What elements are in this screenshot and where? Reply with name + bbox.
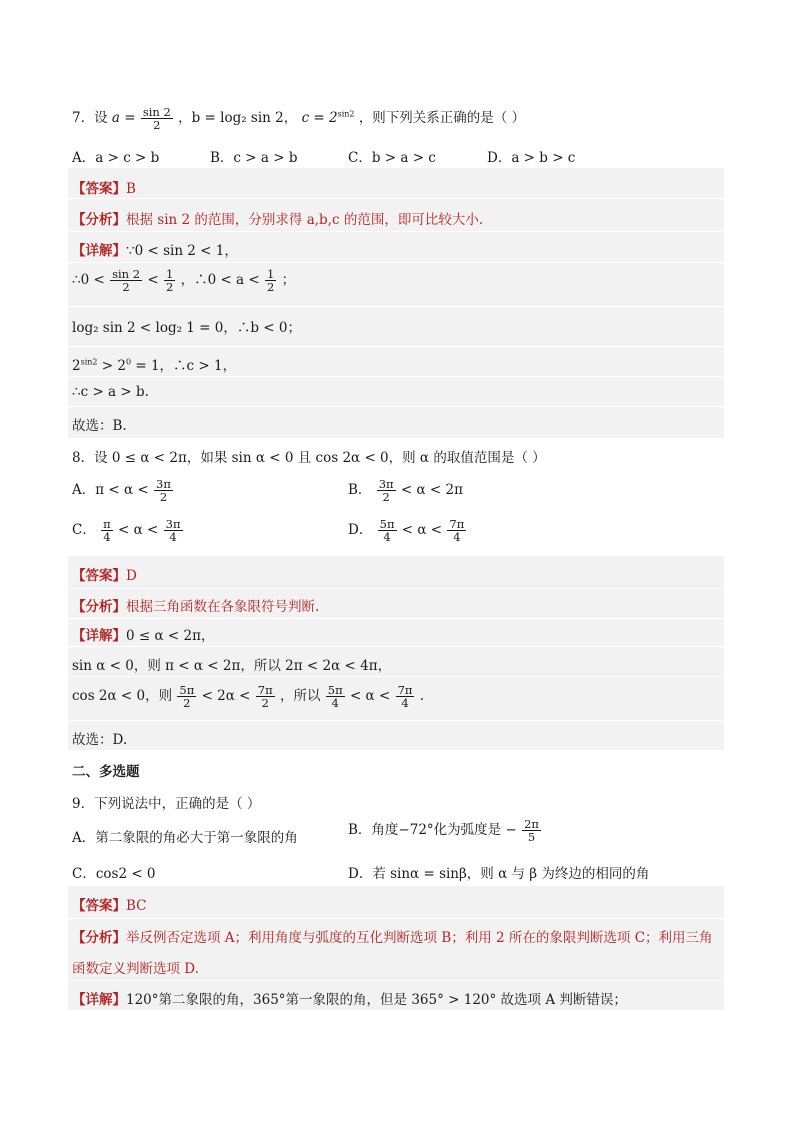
- den: 2: [165, 280, 174, 295]
- q9-b-pre: B．角度−72°化为弧度是 −: [348, 822, 517, 839]
- q8-detail-1: [72, 624, 214, 644]
- q7-stem-prefix: 7．设: [72, 110, 108, 127]
- den: 4: [401, 696, 409, 711]
- analysis-label: 【分析】: [72, 212, 126, 228]
- num: 5π: [379, 517, 395, 531]
- q9-option-a: A．第二象限的角必大于第一象限的角: [72, 830, 298, 846]
- q7-d2-frac3: [265, 268, 276, 293]
- answer-label: 【答案】: [72, 181, 126, 197]
- num: 3π: [165, 517, 181, 531]
- divider: [68, 980, 724, 981]
- section-heading: 二、多选题: [72, 764, 140, 780]
- q8-option-d: [348, 518, 467, 543]
- divider: [68, 676, 724, 677]
- q8-analysis-text: 根据三角函数在各象限符号判断.: [126, 599, 320, 615]
- q8-a-frac: [154, 478, 173, 503]
- den: 4: [383, 530, 391, 545]
- den: 2: [183, 696, 191, 711]
- q8-b-post: < α < 2π: [400, 482, 463, 499]
- q7-answer: [72, 177, 136, 197]
- q7-analysis-text: 根据 sin 2 的范围，分别求得 a,b,c 的范围，即可比较大小.: [126, 212, 484, 228]
- den: 4: [169, 530, 177, 545]
- q7-detail-2: [72, 268, 295, 293]
- q8-c-pre: C．: [72, 522, 96, 539]
- den: 2: [261, 696, 269, 711]
- divider: [68, 346, 724, 347]
- den: 4: [331, 696, 339, 711]
- q9-b-frac: [522, 818, 541, 843]
- divider: [68, 406, 724, 407]
- q8-c-frac1: [101, 518, 113, 543]
- divider: [68, 720, 724, 721]
- q8-b-pre: B．: [348, 482, 372, 499]
- q7-d4-exp2: 0: [125, 357, 132, 367]
- q7-d2-mid2: ，∴0 < a <: [180, 272, 260, 289]
- q7-option-a: A．a > c > b: [72, 150, 160, 166]
- divider: [68, 262, 724, 263]
- q7-a-def: a =: [111, 110, 136, 127]
- answer-label: 【答案】: [72, 568, 126, 584]
- q8-d-frac1: [378, 518, 397, 543]
- detail-label: 【详解】: [72, 243, 126, 259]
- num: 3π: [156, 477, 171, 491]
- q7-option-d: D．a > b > c: [487, 150, 576, 166]
- q9-option-d: D．若 sinα = sinβ，则 α 与 β 为终边的相同的角: [348, 866, 650, 882]
- q7-c-exp: sin2: [337, 109, 355, 119]
- q8-c-frac2: [164, 518, 183, 543]
- q8-c-mid: < α <: [118, 522, 159, 539]
- den: 2: [267, 280, 275, 295]
- q8-d3-frac1: [177, 684, 196, 709]
- divider: [68, 231, 724, 232]
- q7-a-num: sin 2: [142, 105, 171, 119]
- q7-option-b: B．c > a > b: [210, 150, 298, 166]
- q8-stem: 8．设 0 ≤ α < 2π，如果 sin α < 0 且 cos 2α < 0，则 α 的取值范围是（ ）: [72, 450, 546, 466]
- num: sin 2: [112, 267, 141, 281]
- q9-analysis-1: [72, 926, 713, 946]
- q7-detail-5: ∴c > a > b.: [72, 384, 149, 400]
- q8-d3-frac4: [396, 684, 415, 709]
- q9-stem: 9．下列说法中，正确的是（ ）: [72, 796, 261, 812]
- q8-a-pre: A．π < α <: [72, 482, 149, 499]
- q8-option-c: [72, 518, 184, 543]
- q8-d3-mid2: ，所以: [279, 688, 321, 705]
- q7-d4-exp: sin2: [80, 357, 98, 367]
- q8-option-b: [348, 478, 463, 503]
- q7-detail-3: log₂ sin 2 < log₂ 1 = 0，∴b < 0；: [72, 320, 301, 336]
- divider: [68, 618, 724, 619]
- den: 4: [453, 530, 461, 545]
- analysis-label: 【分析】: [72, 930, 126, 946]
- num: 1: [165, 267, 174, 281]
- num: 7π: [449, 517, 465, 531]
- q8-answer-value: D: [126, 568, 137, 584]
- den: 5: [527, 830, 536, 845]
- q7-d2-end: ；: [281, 272, 296, 289]
- q7-answer-value: B: [126, 181, 136, 197]
- q7-d2-mid: <: [147, 272, 159, 289]
- q7-b-def: ，b = log₂ sin 2，: [178, 110, 298, 127]
- num: 5π: [179, 683, 195, 697]
- q8-detail-2: sin α < 0，则 π < α < 2π，所以 2π < 2α < 4π，: [72, 658, 392, 674]
- num: 7π: [257, 683, 273, 697]
- q8-d3-mid1: < 2α <: [201, 688, 251, 705]
- answer-label: 【答案】: [72, 898, 126, 914]
- q9-detail-1: [72, 988, 627, 1008]
- num: 1: [267, 267, 275, 281]
- den: 4: [103, 530, 111, 545]
- q8-d3-mid3: < α <: [349, 688, 391, 705]
- divider: [68, 918, 724, 919]
- q8-d-frac2: [447, 518, 466, 543]
- q7-detail-1-text: ∵0 < sin 2 < 1，: [126, 243, 238, 259]
- q7-detail-4: [72, 354, 236, 374]
- q7-a-den: 2: [153, 118, 161, 133]
- q7-d2-pre: ∴0 <: [72, 272, 105, 289]
- divider: [68, 588, 724, 589]
- den: 2: [159, 490, 168, 505]
- q7-d4-end: = 1，∴c > 1，: [131, 358, 237, 374]
- q9-answer: [72, 894, 147, 914]
- q7-choose: 故选：B.: [72, 418, 127, 434]
- q8-option-a: [72, 478, 174, 503]
- divider: [68, 198, 724, 199]
- q9-analysis-2: 函数定义判断选项 D.: [72, 961, 199, 977]
- q8-choose: 故选：D.: [72, 732, 128, 748]
- analysis-label: 【分析】: [72, 599, 126, 615]
- q9-answer-value: BC: [126, 898, 147, 914]
- q9-analysis-text-1: 举反例否定选项 A；利用角度与弧度的互化判断选项 B；利用 2 所在的象限判断选项 C；利用三角: [126, 930, 713, 946]
- q9-option-c: C．cos2 < 0: [72, 866, 156, 882]
- divider: [68, 376, 724, 377]
- num: 3π: [378, 477, 394, 491]
- q8-d-pre: D．: [348, 522, 373, 539]
- q7-stem-suffix: ，则下列关系正确的是（ ）: [358, 110, 526, 127]
- q7-a-frac: [141, 106, 173, 131]
- num: 2π: [524, 817, 539, 831]
- q7-analysis: [72, 208, 483, 228]
- detail-label: 【详解】: [72, 628, 126, 644]
- den: 2: [382, 490, 390, 505]
- q8-detail-3: [72, 684, 424, 709]
- q7-stem: [72, 106, 525, 131]
- q7-d4-mid: > 2: [97, 358, 126, 374]
- q7-d2-frac1: [110, 268, 142, 293]
- q9-detail-1-text: 120°第二象限的角，365°第一象限的角，但是 365° > 120° 故选项 A 判断错误；: [126, 992, 627, 1008]
- q8-d-mid: < α <: [401, 522, 443, 539]
- q8-d3-frac3: [326, 684, 345, 709]
- detail-label: 【详解】: [72, 992, 126, 1008]
- divider: [68, 306, 724, 307]
- q8-detail-1-text: 0 ≤ α < 2π，: [126, 628, 215, 644]
- q7-d4-pre: 2: [72, 358, 81, 374]
- q7-option-c: C．b > a > c: [348, 150, 436, 166]
- num: π: [103, 517, 111, 531]
- q8-b-frac: [377, 478, 396, 503]
- q8-d3-end: .: [419, 688, 425, 705]
- q8-d3-frac2: [256, 684, 275, 709]
- divider: [68, 646, 724, 647]
- q8-analysis: [72, 595, 319, 615]
- q7-detail-1: [72, 239, 238, 259]
- q8-d3-pre: cos 2α < 0，则: [72, 688, 173, 705]
- num: 5π: [327, 683, 343, 697]
- q7-c-def: c = 2: [301, 110, 338, 127]
- q7-d2-frac2: [164, 268, 175, 293]
- q8-answer: [72, 564, 137, 584]
- den: 2: [122, 280, 130, 295]
- q9-option-b: [348, 818, 542, 843]
- num: 7π: [397, 683, 413, 697]
